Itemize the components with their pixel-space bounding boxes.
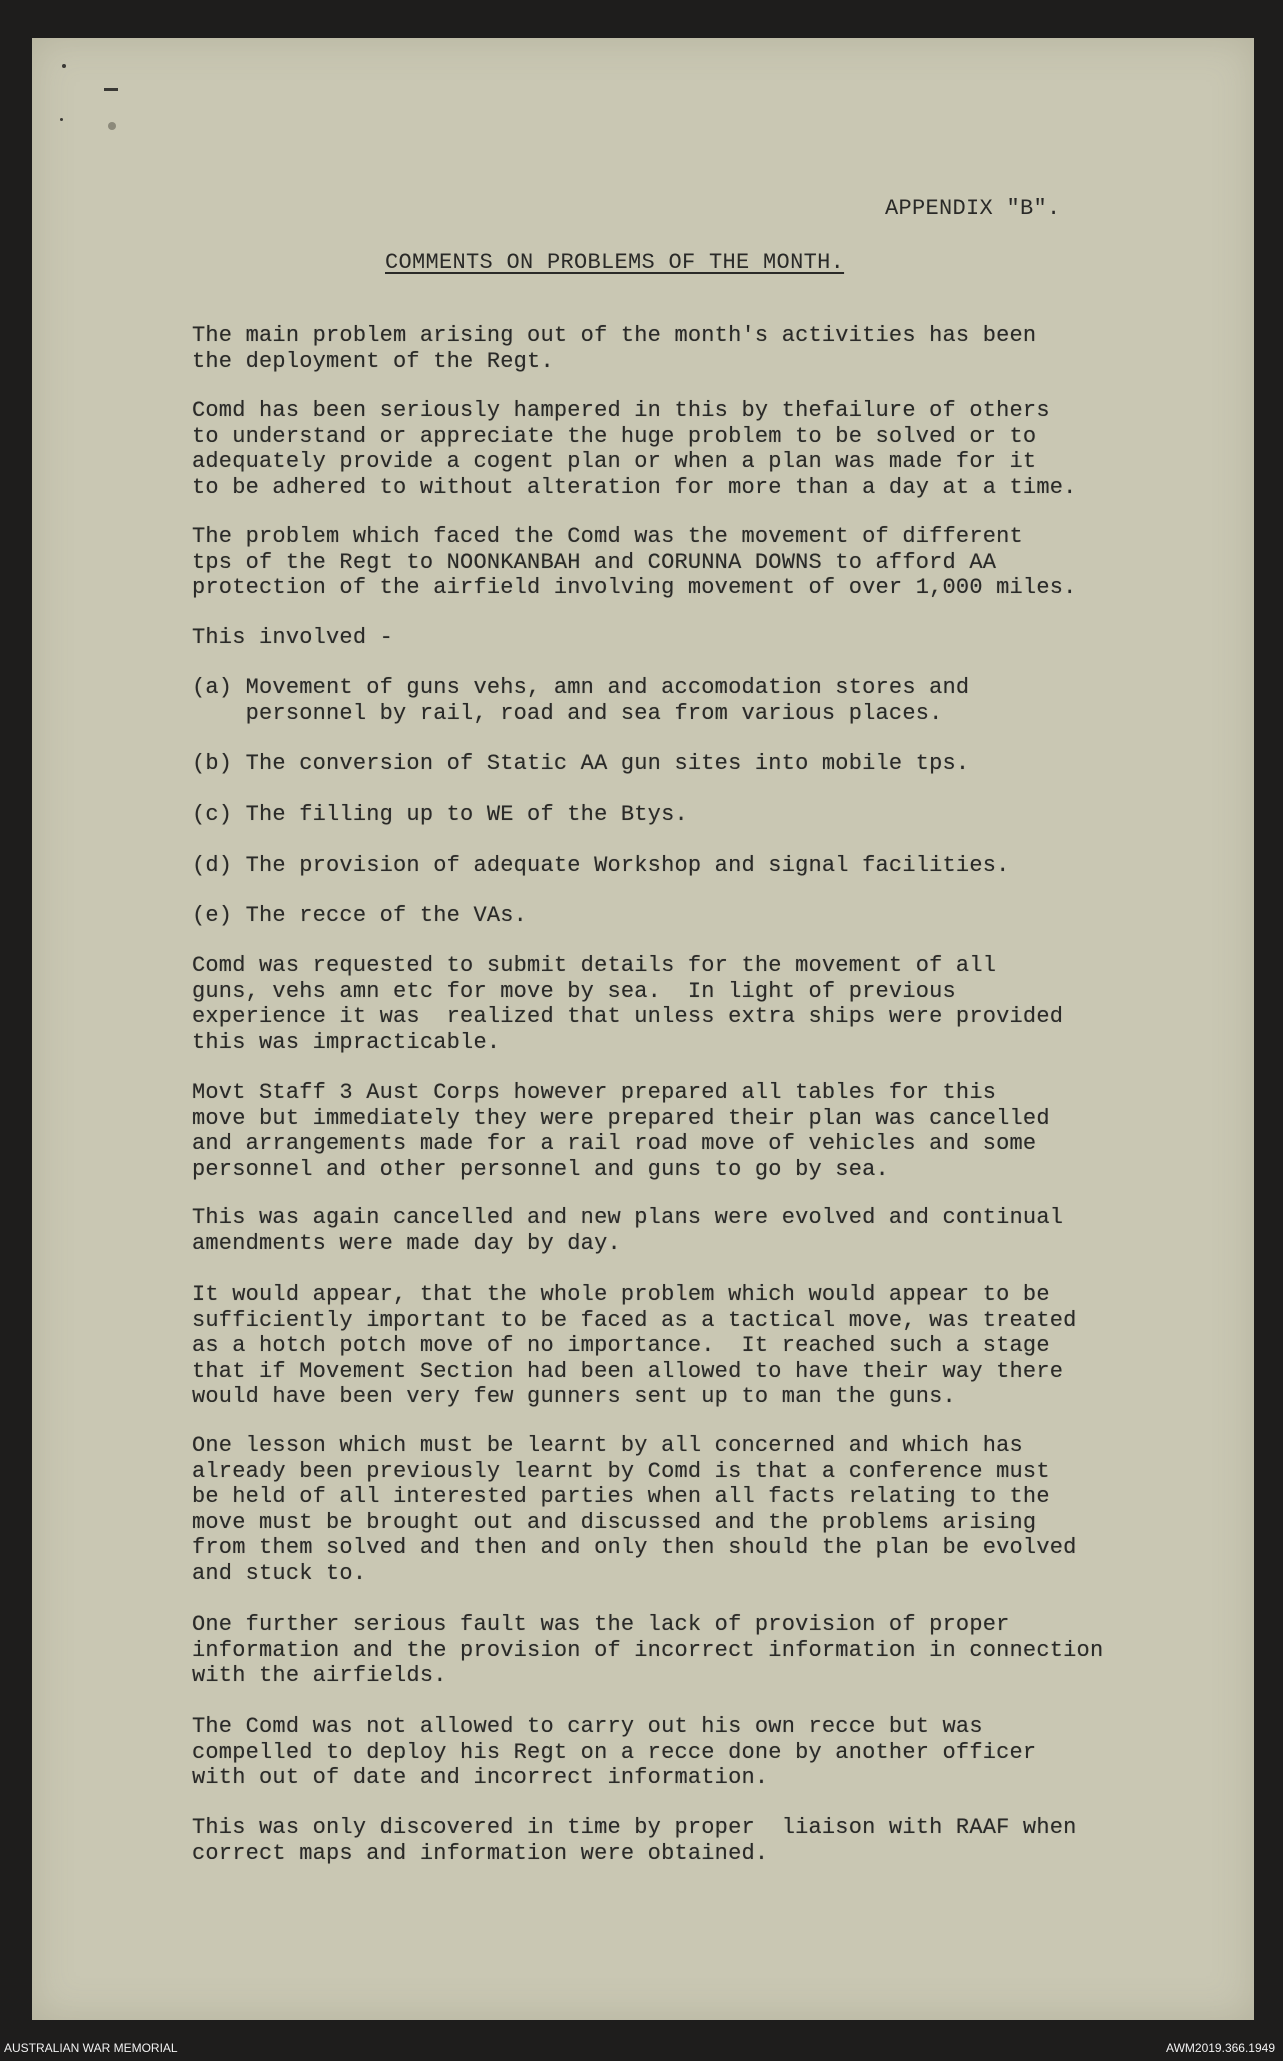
list-item: (a) Movement of guns vehs, amn and accomodation stores and personnel by rail, road and sea from various places. xyxy=(192,675,970,726)
paragraph: It would appear, that the whole problem which would appear to be sufficiently important to be faced as a tactical move, was treated as a hotch potch move of no importance. It reached such a stage that if Movement Section had been allowed to have their way there would have been very few gunners sent up to man the guns. xyxy=(192,1282,1077,1409)
paragraph: The Comd was not allowed to carry out his own recce but was compelled to deploy his Regt on a recce done by another officer with out of date and incorrect information. xyxy=(192,1714,1037,1790)
archive-reference: AWM2019.366.1949 xyxy=(1166,2041,1275,2055)
appendix-label: APPENDIX "B". xyxy=(885,196,1061,221)
paragraph: Movt Staff 3 Aust Corps however prepared all tables for this move but immediately they were prepared their plan was cancelled and arrangements made for a rail road move of vehicles and some personnel and other personnel and guns to go by sea. xyxy=(192,1080,1050,1182)
paragraph: Comd has been seriously hampered in this by thefailure of others to understand or appreciate the huge problem to be solved or to adequately provide a cogent plan or when a plan was made for it to be adhered to without alteration for more than a day at a time. xyxy=(192,398,1077,500)
punch-mark xyxy=(60,118,63,121)
list-item: (e) The recce of the VAs. xyxy=(192,903,528,928)
paragraph: Comd was requested to submit details for the movement of all guns, vehs amn etc for move by sea. In light of previous experience it was realized that unless extra ships were provided this was impracticable. xyxy=(192,953,1064,1055)
document-heading: COMMENTS ON PROBLEMS OF THE MONTH. xyxy=(385,250,845,275)
paragraph: This was again cancelled and new plans were evolved and continual amendments were made day by day. xyxy=(192,1205,1064,1256)
list-item: (c) The filling up to WE of the Btys. xyxy=(192,802,688,827)
paragraph: The problem which faced the Comd was the movement of different tps of the Regt to NOONKANBAH and CORUNNA DOWNS to afford AA protection of the airfield involving movement of over 1,000 miles. xyxy=(192,524,1077,600)
punch-mark xyxy=(62,64,66,68)
paragraph: This involved - xyxy=(192,625,394,650)
paragraph: One lesson which must be learnt by all concerned and which has already been previously learnt by Comd is that a conference must be held of all interested parties when all facts relating to the move must be brought out and discussed and the problems arising from them solved and then and only then should the plan be evolved and stuck to. xyxy=(192,1433,1077,1586)
paragraph: This was only discovered in time by proper liaison with RAAF when correct maps and information were obtained. xyxy=(192,1815,1077,1866)
list-item: (d) The provision of adequate Workshop and signal facilities. xyxy=(192,853,1010,878)
paragraph: The main problem arising out of the month's activities has been the deployment of the Regt. xyxy=(192,323,1037,374)
paragraph: One further serious fault was the lack of provision of proper information and the provision of incorrect information in connection with the airfields. xyxy=(192,1612,1104,1688)
archive-credit: AUSTRALIAN WAR MEMORIAL xyxy=(4,2041,178,2055)
punch-mark xyxy=(104,88,118,91)
punch-mark xyxy=(108,122,116,130)
list-item: (b) The conversion of Static AA gun sites into mobile tps. xyxy=(192,751,970,776)
